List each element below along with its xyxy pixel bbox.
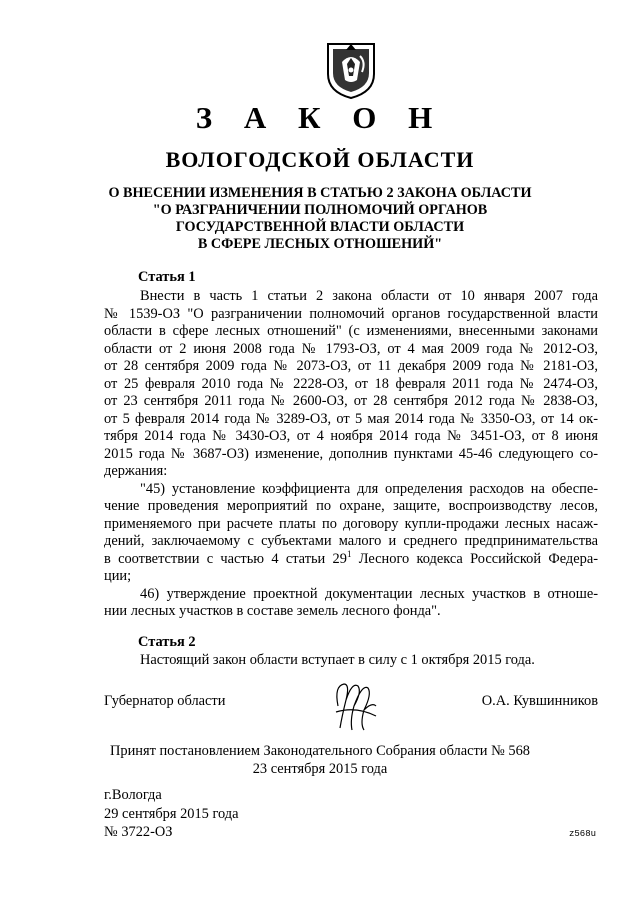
text-line: ции; xyxy=(104,568,132,584)
text-line: области от 2 июня 2008 года № 1793-ОЗ, от 4 мая 2009 года № 2012-ОЗ, xyxy=(104,340,598,357)
adoption-note xyxy=(0,742,640,778)
text-line: тября 2014 года № 3430-ОЗ, от 4 ноября 2014 года № 3451-ОЗ, от 8 июня xyxy=(104,428,598,444)
text-line: 2015 года № 3687-ОЗ) изменение, дополнив пунктами 45-46 следующего со- xyxy=(104,445,598,462)
region-title: ВОЛОГОДСКОЙ ОБЛАСТИ xyxy=(165,147,475,172)
coat-of-arms-emblem xyxy=(324,40,378,100)
article-1-heading: Статья 1 xyxy=(138,269,196,285)
superscript: 1 xyxy=(346,548,352,559)
document-code: z568u xyxy=(569,829,597,839)
text-fragment: Лесного кодекса Российской Федера- xyxy=(351,550,599,567)
text-line: области в сфере лесных отношений" (с изменениями, внесенными законами xyxy=(104,323,598,339)
text-line: № 1539-ОЗ "О разграничении полномочий органов государственной власти xyxy=(104,305,598,322)
signing-date: 29 сентября 2015 года xyxy=(104,805,239,822)
text-line: "45) установление коэффициента для определения расходов на обеспе- xyxy=(140,480,598,497)
text-line: 46) утверждение проектной документации лесных участков в отноше- xyxy=(140,585,598,602)
city: г.Вологда xyxy=(104,787,162,803)
subtitle-line: О ВНЕСЕНИИ ИЗМЕНЕНИЯ В СТАТЬЮ 2 ЗАКОНА ОБЛАСТИ xyxy=(108,185,532,201)
handwritten-signature xyxy=(330,676,380,734)
text-line: держания: xyxy=(104,463,168,479)
text-line-with-superscript xyxy=(104,548,599,569)
text-line: от 5 февраля 2014 года № 3289-ОЗ, от 5 мая 2014 года № 3350-ОЗ, от 14 ок- xyxy=(104,410,598,427)
signatory-position: Губернатор области xyxy=(104,693,226,709)
place-and-number xyxy=(104,786,239,842)
adoption-date: 23 сентября 2015 года xyxy=(252,761,388,777)
adoption-line: Принят постановлением Законодательного Собрания области № 568 xyxy=(109,743,530,759)
subtitle-line: ГОСУДАРСТВЕННОЙ ВЛАСТИ ОБЛАСТИ xyxy=(175,219,465,235)
text-fragment: в соответствии с частью 4 статьи 29 xyxy=(104,550,347,567)
article-2-heading: Статья 2 xyxy=(138,634,196,650)
text-line: применяемого при расчете платы по договору купли-продажи лесных насаж- xyxy=(104,515,598,532)
text-line: от 25 февраля 2010 года № 2228-ОЗ, от 18 февраля 2011 года № 2474-ОЗ, xyxy=(104,375,598,392)
text-line: чение проведения мероприятий по охране, защите, воспроизводству лесов, xyxy=(104,498,598,514)
document-title: З А К О Н xyxy=(195,100,445,135)
subtitle-line: В СФЕРЕ ЛЕСНЫХ ОТНОШЕНИЙ" xyxy=(197,236,443,252)
text-line: Внести в часть 1 статьи 2 закона области от 10 января 2007 года xyxy=(140,288,598,304)
signatory-name: О.А. Кувшинников xyxy=(481,693,598,709)
article-2-text: Настоящий закон области вступает в силу с 1 октября 2015 года. xyxy=(140,652,535,668)
law-subtitle xyxy=(0,185,640,253)
text-line: нии лесных участков в составе земель лесного фонда". xyxy=(104,603,441,619)
subtitle-line: "О РАЗГРАНИЧЕНИИ ПОЛНОМОЧИЙ ОРГАНОВ xyxy=(152,202,488,218)
text-line: дений, заключаемому с субъектами малого и среднего предпринимательства xyxy=(104,533,598,549)
article-1-body xyxy=(104,288,598,621)
text-line: от 28 сентября 2009 года № 2073-ОЗ, от 11 декабря 2009 года № 2181-ОЗ, xyxy=(104,358,598,374)
text-line: от 23 сентября 2011 года № 2600-ОЗ, от 28 сентября 2012 года № 2838-ОЗ, xyxy=(104,393,598,409)
law-number: № 3722-ОЗ xyxy=(104,824,173,840)
